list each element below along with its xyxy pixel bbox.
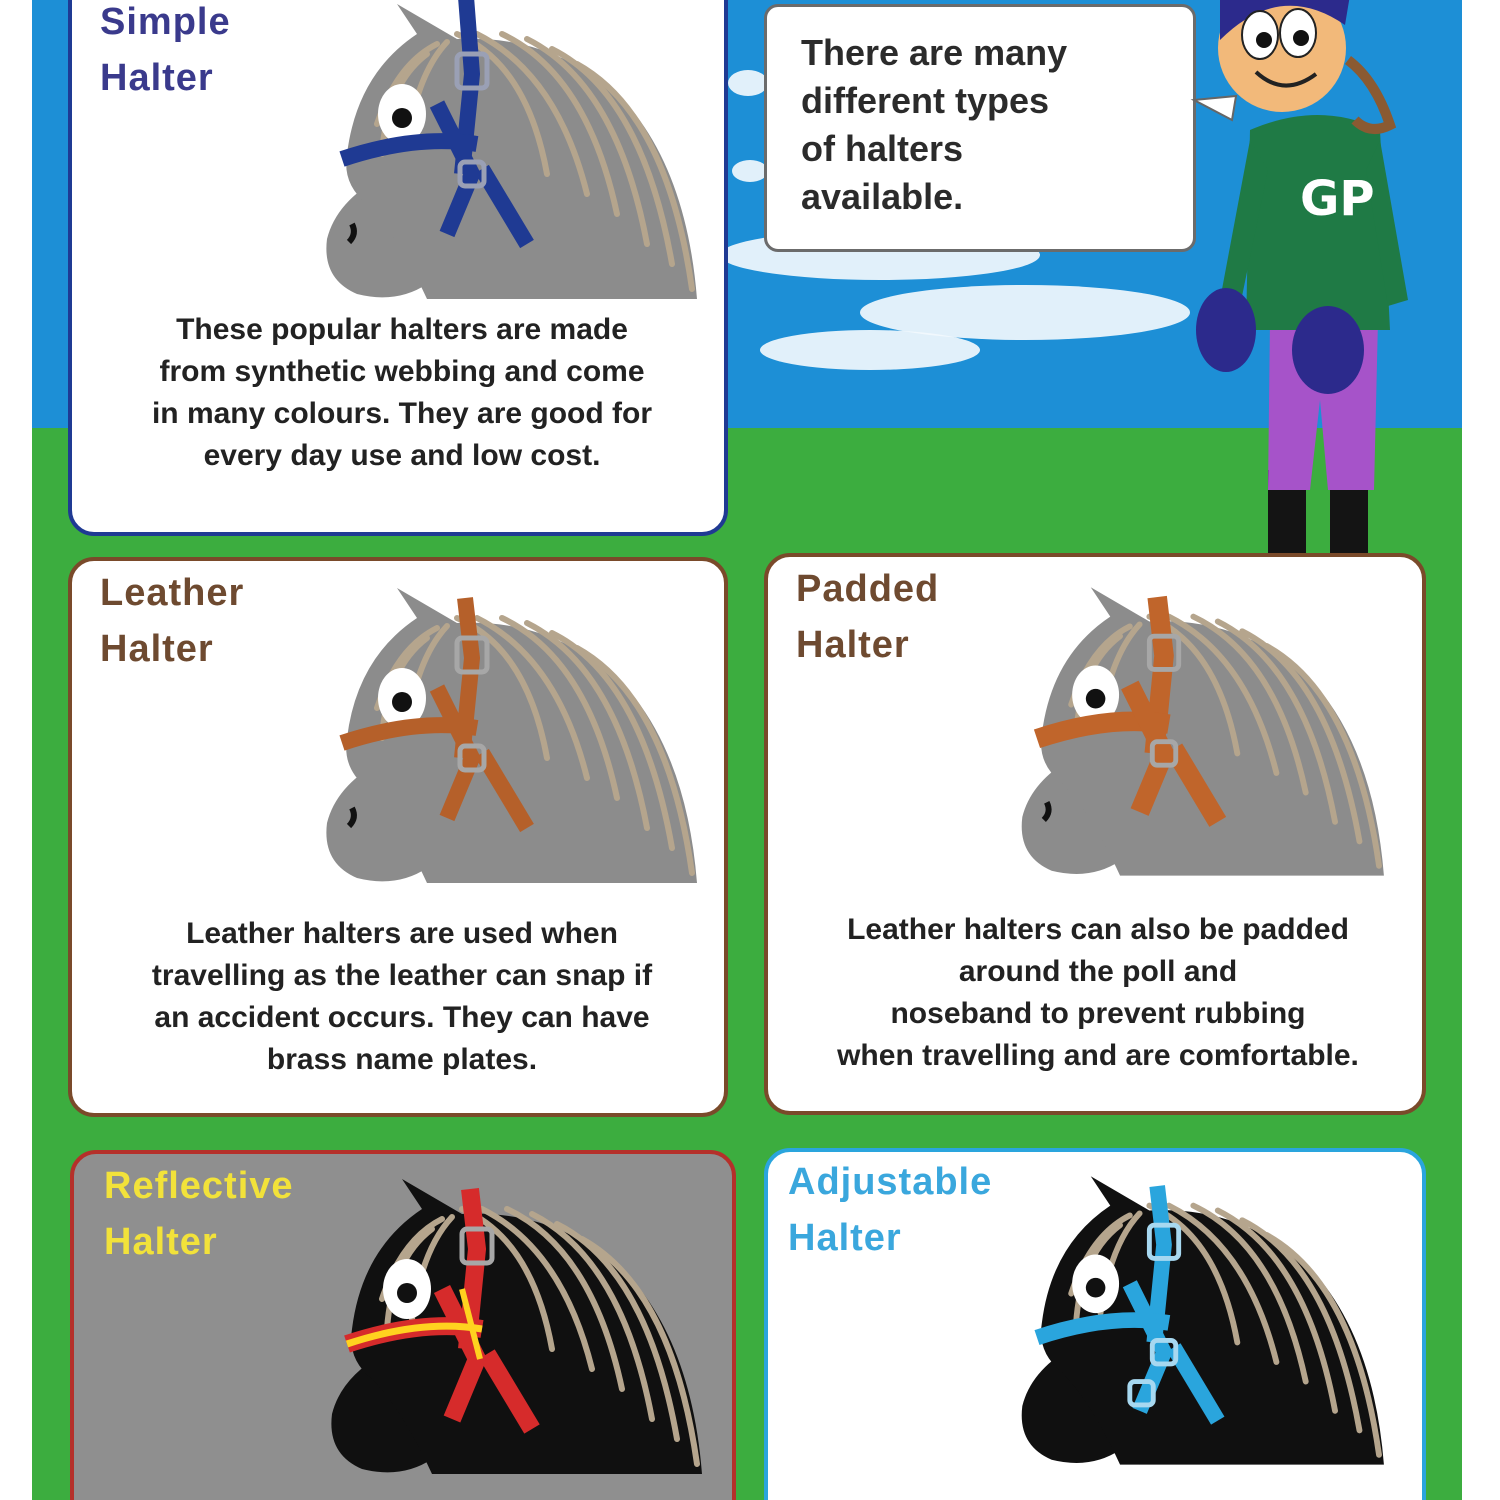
panel-description: These popular halters are made from synthetic webbing and come in many colours. They are good for every day use and low cost. xyxy=(151,313,653,472)
panel-padded-halter xyxy=(764,553,1426,1115)
speech-bubble-text: There are many different types of halters available. xyxy=(801,32,1068,217)
gp-logo xyxy=(1300,171,1375,227)
horse-head-reflective-halter-illustration xyxy=(302,1164,736,1484)
girl-character-illustration xyxy=(1180,0,1440,560)
horse-head-adjustable-halter-illustration xyxy=(993,1158,1423,1478)
panel-reflective-halter xyxy=(70,1150,736,1500)
panel-title: Simple Halter xyxy=(100,1,231,99)
panel-title: Reflective Halter xyxy=(104,1165,294,1263)
panel-simple-halter xyxy=(68,0,728,536)
horse-head-simple-halter-illustration xyxy=(297,0,728,304)
cloud xyxy=(760,330,980,370)
panel-title: Adjustable Halter xyxy=(788,1161,993,1259)
speech-bubble xyxy=(764,4,1196,252)
panel-description: Leather halters can also be padded around the poll and noseband to prevent rubbing when travelling and are comfortable. xyxy=(837,913,1359,1072)
panel-title: Padded Halter xyxy=(796,568,940,666)
horse-head-padded-halter-illustration xyxy=(993,569,1423,889)
panel-adjustable-halter xyxy=(764,1148,1426,1500)
cloud xyxy=(728,70,768,96)
cloud xyxy=(732,160,768,182)
panel-title: Leather Halter xyxy=(100,572,245,670)
panel-leather-halter xyxy=(68,557,728,1117)
gp-logo-text: GP xyxy=(1300,171,1375,227)
panel-description: Leather halters are used when travelling as the leather can snap if an accident occurs. They can have brass name plates. xyxy=(151,917,653,1076)
horse-head-leather-halter-illustration xyxy=(297,573,728,893)
